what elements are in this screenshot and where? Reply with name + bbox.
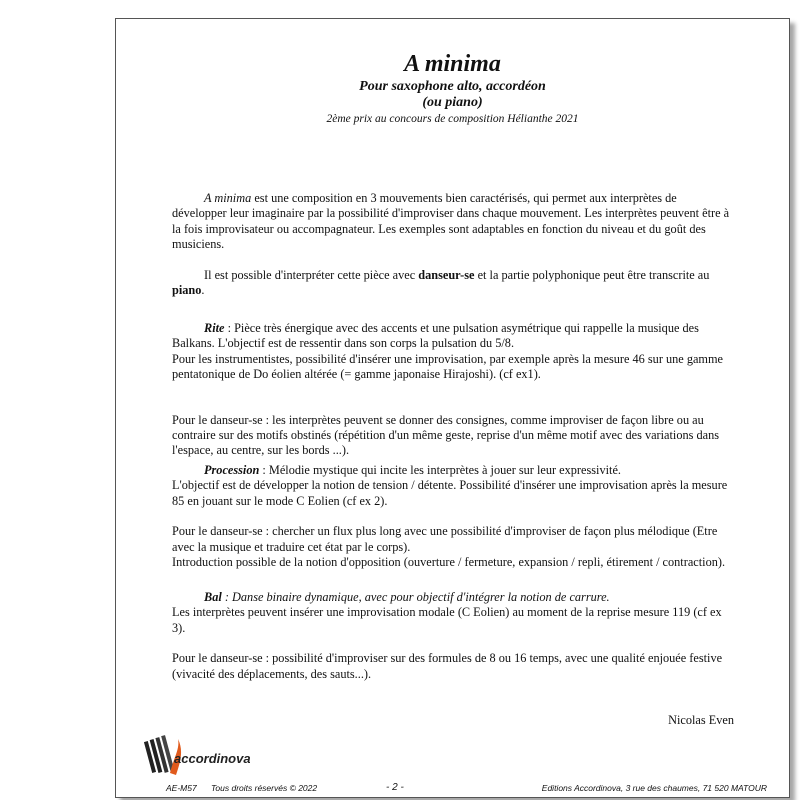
footer-rights: Tous droits réservés © 2022 xyxy=(211,783,318,793)
page-title: A minima xyxy=(404,51,501,77)
bal-section xyxy=(172,590,732,682)
bal-dancer-note: Pour le danseur-se : possibilité d'improviser sur des formules de 8 ou 16 temps, avec une qualité enjouée festive (vivacité des déplacements, des sauts...). xyxy=(172,651,723,681)
procession-heading: Procession xyxy=(204,463,260,477)
procession-text-1: : Mélodie mystique qui incite les interprètes à jouer sur leur expressivité. xyxy=(259,463,621,477)
intro-section xyxy=(172,191,732,298)
rite-paragraph xyxy=(172,321,732,352)
intro-p2-dancer: danseur-se xyxy=(418,267,475,282)
intro-p1-text: est une composition en 3 mouvements bien caractérisés, qui permet aux interprètes de développer leur imaginaire par la possibilité d'improviser dans chaque mouvement. Les interprètes peuvent être à la fois improvisateur ou accompagnateur. Les exemples sont adaptables en fonction du niveau et du goût des musiciens. xyxy=(172,191,730,252)
accordion-logo-icon xyxy=(140,733,250,783)
rite-text-1: : Pièce très énergique avec des accents et une pulsation asymétrique qui rappelle la musique des Balkans. L'objectif est de ressentir dans son corps la pulsation du 5/8. xyxy=(172,321,699,351)
intro-p2-text-c: . xyxy=(201,283,205,298)
intro-p2-text-a: Il est possible d'interpréter cette pièce avec xyxy=(204,267,419,282)
subtitle-line1: Pour saxophone alto, accordéon xyxy=(359,79,546,94)
subtitle-line2: (ou piano) xyxy=(422,95,483,110)
intro-p2-piano: piano xyxy=(172,283,202,298)
rite-dancer-note: Pour le danseur-se : les interprètes peuvent se donner des consignes, comme improviser de façon libre ou au contraire sur des motifs obstinés (répétition d'un même geste, reprise d'un même motif avec des variations dans l'espace, au centre, sur les bords ...). xyxy=(172,412,720,458)
procession-paragraph xyxy=(172,463,732,478)
accordinova-logo xyxy=(140,733,250,783)
procession-dancer-note-1: Pour le danseur-se : chercher un flux plus long avec une possibilité d'improviser de façon plus mélodique (Etre avec la musique et traduire cet état par le corps). xyxy=(172,524,718,554)
intro-p2-text-b: et la partie polyphonique peut être transcrite au xyxy=(474,267,710,282)
bal-text-2: Les interprètes peuvent insérer une improvisation modale (C Eolien) au moment de la reprise mesure 119 (cf ex 3). xyxy=(172,605,722,635)
footer-page-number: - 2 - xyxy=(386,782,404,793)
bal-heading: Bal xyxy=(204,590,225,604)
bal-text-1: : Danse binaire dynamique, avec pour objectif d'intégrer la notion de carrure. xyxy=(224,590,610,604)
author-signature: Nicolas Even xyxy=(668,713,734,727)
bal-paragraph xyxy=(172,590,732,605)
page-header xyxy=(116,49,789,127)
intro-paragraph-2 xyxy=(172,268,732,299)
prize-note: 2ème prix au concours de composition Hélianthe 2021 xyxy=(326,113,579,125)
score-page xyxy=(115,18,790,798)
procession-text-2: L'objectif est de développer la notion de tension / détente. Possibilité d'insérer une improvisation après la mesure 85 en jouant sur le mode C Eolien (cf ex 2). xyxy=(172,478,728,508)
page-footer xyxy=(116,783,789,797)
rite-text-2: Pour les instrumentistes, possibilité d'insérer une improvisation, par exemple après la mesure 46 sur une gamme pentatonique de Do éolien altérée (= gamme japonaise Hirajoshi). (cf ex1). xyxy=(172,351,724,382)
procession-dancer-note-2: Introduction possible de la notion d'opposition (ouverture / fermeture, expansion / repli, étirement / contraction). xyxy=(172,555,726,570)
logo-text: accordinova xyxy=(174,751,250,766)
rite-section xyxy=(172,321,732,459)
intro-lead-title: A minima xyxy=(204,191,252,205)
intro-paragraph-1 xyxy=(172,191,732,253)
footer-editor-address: Editions Accordinova, 3 rue des chaumes, 71 520 MATOUR xyxy=(541,783,767,793)
footer-catalog-code: AE-M57 xyxy=(166,783,197,793)
procession-section xyxy=(172,463,732,570)
rite-heading: Rite xyxy=(204,321,225,335)
